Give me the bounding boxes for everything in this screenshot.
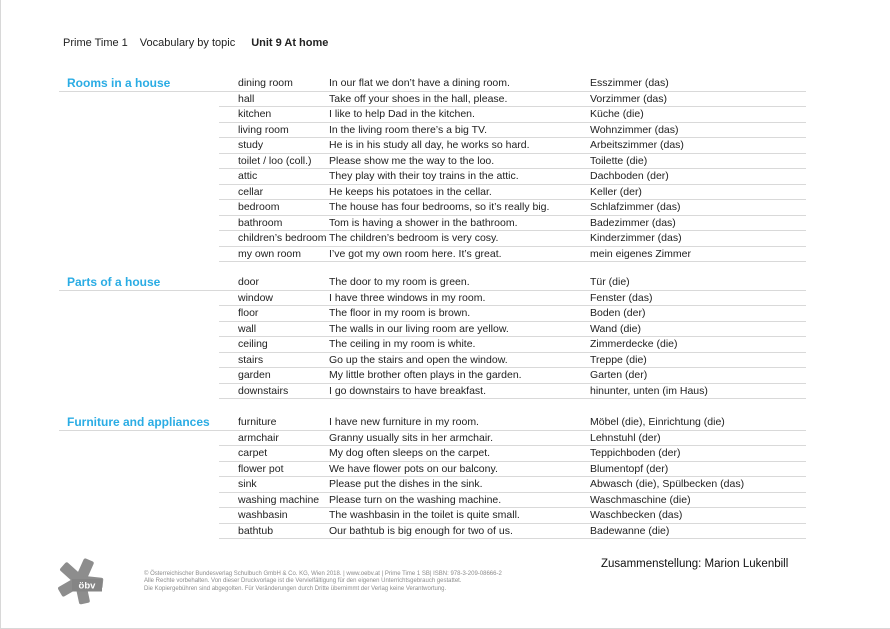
german-translation-cell: Boden (der) — [590, 307, 646, 320]
vocab-row — [219, 291, 806, 307]
german-translation-cell: hinunter, unten (im Haus) — [590, 384, 708, 397]
vocab-row — [219, 185, 806, 201]
vocab-row — [219, 446, 806, 462]
vocab-row — [219, 384, 806, 400]
page-subtitle: Vocabulary by topic — [139, 37, 236, 49]
copyright-line: © Österreichischer Bundesverlag Schulbuch GmbH & Co. KG, Wien 2018. | www.oebv.at | Prime Time 1 SB| ISBN: 978-3-209-08666-2 — [144, 571, 502, 577]
german-translation-cell: Küche (die) — [590, 108, 644, 121]
example-sentence-cell: The walls in our living room are yellow. — [329, 322, 509, 335]
english-word-cell: cellar — [238, 185, 264, 198]
german-translation-cell: mein eigenes Zimmer — [590, 247, 691, 260]
english-word-cell: bathtub — [238, 524, 274, 537]
example-sentence-cell: The children’s bedroom is very cosy. — [329, 232, 499, 245]
english-word-cell: dining room — [238, 77, 293, 90]
example-sentence-cell: He is in his study all day, he works so hard. — [329, 139, 530, 152]
english-word-cell: carpet — [238, 447, 268, 460]
english-word-cell: bathroom — [238, 216, 283, 229]
german-translation-cell: Wohnzimmer (das) — [590, 123, 679, 136]
english-word-cell: door — [238, 276, 260, 289]
example-sentence-cell: I have new furniture in my room. — [329, 416, 479, 429]
example-sentence-cell: We have flower pots on our balcony. — [329, 462, 498, 475]
german-translation-cell: Toilette (die) — [590, 154, 648, 167]
section-rows — [219, 415, 806, 539]
example-sentence-cell: I go downstairs to have breakfast. — [329, 384, 487, 397]
english-word-cell: children’s bedroom — [238, 232, 327, 245]
oebv-logo — [59, 556, 109, 617]
german-translation-cell: Kinderzimmer (das) — [590, 232, 682, 245]
english-word-cell: my own room — [238, 247, 302, 260]
german-translation-cell: Möbel (die), Einrichtung (die) — [590, 416, 725, 429]
vocab-row — [219, 508, 806, 524]
example-sentence-cell: Go up the stairs and open the window. — [329, 353, 508, 366]
example-sentence-cell: I like to help Dad in the kitchen. — [329, 108, 475, 121]
english-word-cell: flower pot — [238, 462, 284, 475]
german-translation-cell: Esszimmer (das) — [590, 77, 669, 90]
vocab-row — [219, 200, 806, 216]
example-sentence-cell: In our flat we don’t have a dining room. — [329, 77, 510, 90]
example-sentence-cell: The house has four bedrooms, so it’s really big. — [329, 201, 550, 214]
english-word-cell: living room — [238, 123, 289, 136]
german-translation-cell: Dachboden (der) — [590, 170, 669, 183]
german-translation-cell: Treppe (die) — [590, 353, 647, 366]
german-translation-cell: Abwasch (die), Spülbecken (das) — [590, 478, 745, 491]
section-rows — [219, 275, 806, 399]
example-sentence-cell: My little brother often plays in the garden. — [329, 369, 522, 382]
german-translation-cell: Badewanne (die) — [590, 524, 670, 537]
english-word-cell: attic — [238, 170, 258, 183]
vocab-row — [219, 322, 806, 338]
example-sentence-cell: The washbasin in the toilet is quite small. — [329, 509, 520, 522]
compilation-credit: Zusammenstellung: Marion Lukenbill — [601, 558, 789, 570]
copyright-line: Die Kopiergebühren sind abgegolten. Für Veränderungen durch Dritte übernimmt der Verlag keine Verantwortung. — [144, 585, 447, 592]
document-header — [63, 37, 328, 50]
example-sentence-cell: Please show me the way to the loo. — [329, 154, 495, 167]
copyright-line: Alle Rechte vorbehalten. Von dieser Druckvorlage ist die Vervielfältigung für den eigenen Unterrichtsgebrauch gestattet. — [144, 578, 462, 585]
english-word-cell: washbasin — [238, 509, 288, 522]
book-title: Prime Time 1 — [63, 37, 128, 49]
english-word-cell: washing machine — [238, 493, 320, 506]
vocab-row — [219, 92, 806, 108]
english-word-cell: armchair — [238, 431, 279, 444]
vocab-row — [219, 216, 806, 232]
vocab-section — [59, 415, 806, 539]
english-word-cell: hall — [238, 92, 255, 105]
oebv-logo-star — [57, 558, 103, 605]
vocabulary-table — [59, 76, 806, 539]
german-translation-cell: Garten (der) — [590, 369, 648, 382]
example-sentence-cell: They play with their toy trains in the attic. — [329, 170, 519, 183]
german-translation-cell: Wand (die) — [590, 322, 641, 335]
vocab-row — [219, 431, 806, 447]
german-translation-cell: Schlafzimmer (das) — [590, 201, 681, 214]
vocab-row — [219, 247, 806, 263]
english-word-cell: study — [238, 139, 264, 152]
example-sentence-cell: The door to my room is green. — [329, 276, 470, 289]
example-sentence-cell: Take off your shoes in the hall, please. — [329, 92, 508, 105]
example-sentence-cell: The ceiling in my room is white. — [329, 338, 476, 351]
german-translation-cell: Teppichboden (der) — [590, 447, 681, 460]
section-title: Parts of a house — [59, 275, 219, 291]
german-translation-cell: Fenster (das) — [590, 291, 653, 304]
german-translation-cell: Blumentopf (der) — [590, 462, 669, 475]
english-word-cell: furniture — [238, 416, 277, 429]
english-word-cell: ceiling — [238, 338, 268, 351]
vocab-row — [219, 169, 806, 185]
german-translation-cell: Tür (die) — [590, 276, 630, 289]
german-translation-cell: Waschmaschine (die) — [590, 493, 691, 506]
english-word-cell: kitchen — [238, 108, 272, 121]
vocab-row — [219, 154, 806, 170]
vocab-row — [219, 493, 806, 509]
vocab-section — [59, 275, 806, 399]
vocab-row — [219, 306, 806, 322]
example-sentence-cell: Tom is having a shower in the bathroom. — [329, 216, 518, 229]
section-rows — [219, 76, 806, 262]
vocab-row — [219, 477, 806, 493]
vocab-row — [219, 337, 806, 353]
english-word-cell: toilet / loo (coll.) — [238, 154, 312, 167]
vocab-row — [219, 462, 806, 478]
german-translation-cell: Lehnstuhl (der) — [590, 431, 661, 444]
english-word-cell: garden — [238, 369, 271, 382]
vocab-row — [219, 123, 806, 139]
german-translation-cell: Waschbecken (das) — [590, 509, 683, 522]
section-title: Rooms in a house — [59, 76, 219, 92]
example-sentence-cell: I have three windows in my room. — [329, 291, 486, 304]
section-title: Furniture and appliances — [59, 415, 219, 431]
german-translation-cell: Arbeitszimmer (das) — [590, 139, 684, 152]
vocab-section — [59, 76, 806, 262]
english-word-cell: downstairs — [238, 384, 289, 397]
english-word-cell: bedroom — [238, 201, 280, 214]
english-word-cell: wall — [238, 322, 257, 335]
german-translation-cell: Keller (der) — [590, 185, 642, 198]
english-word-cell: floor — [238, 307, 259, 320]
german-translation-cell: Zimmerdecke (die) — [590, 338, 678, 351]
example-sentence-cell: He keeps his potatoes in the cellar. — [329, 185, 492, 198]
vocab-row — [219, 353, 806, 369]
vocab-row — [219, 107, 806, 123]
vocab-row — [219, 76, 806, 92]
vocab-row — [219, 138, 806, 154]
example-sentence-cell: I’ve got my own room here. It’s great. — [329, 247, 502, 260]
example-sentence-cell: The floor in my room is brown. — [329, 307, 471, 320]
german-translation-cell: Badezimmer (das) — [590, 216, 676, 229]
example-sentence-cell: Please put the dishes in the sink. — [329, 478, 483, 491]
example-sentence-cell: In the living room there’s a big TV. — [329, 123, 487, 136]
german-translation-cell: Vorzimmer (das) — [590, 92, 668, 105]
example-sentence-cell: Our bathtub is big enough for two of us. — [329, 524, 513, 537]
english-word-cell: stairs — [238, 353, 264, 366]
example-sentence-cell: Please turn on the washing machine. — [329, 493, 502, 506]
vocab-row — [219, 275, 806, 291]
vocab-row — [219, 415, 806, 431]
english-word-cell: window — [238, 291, 274, 304]
copyright-block — [144, 571, 502, 593]
vocab-row — [219, 231, 806, 247]
english-word-cell: sink — [238, 478, 257, 491]
unit-title: Unit 9 At home — [251, 37, 329, 49]
oebv-logo-label: öbv — [78, 580, 96, 592]
example-sentence-cell: Granny usually sits in her armchair. — [329, 431, 493, 444]
vocab-row — [219, 524, 806, 540]
example-sentence-cell: My dog often sleeps on the carpet. — [329, 447, 491, 460]
vocab-row — [219, 368, 806, 384]
